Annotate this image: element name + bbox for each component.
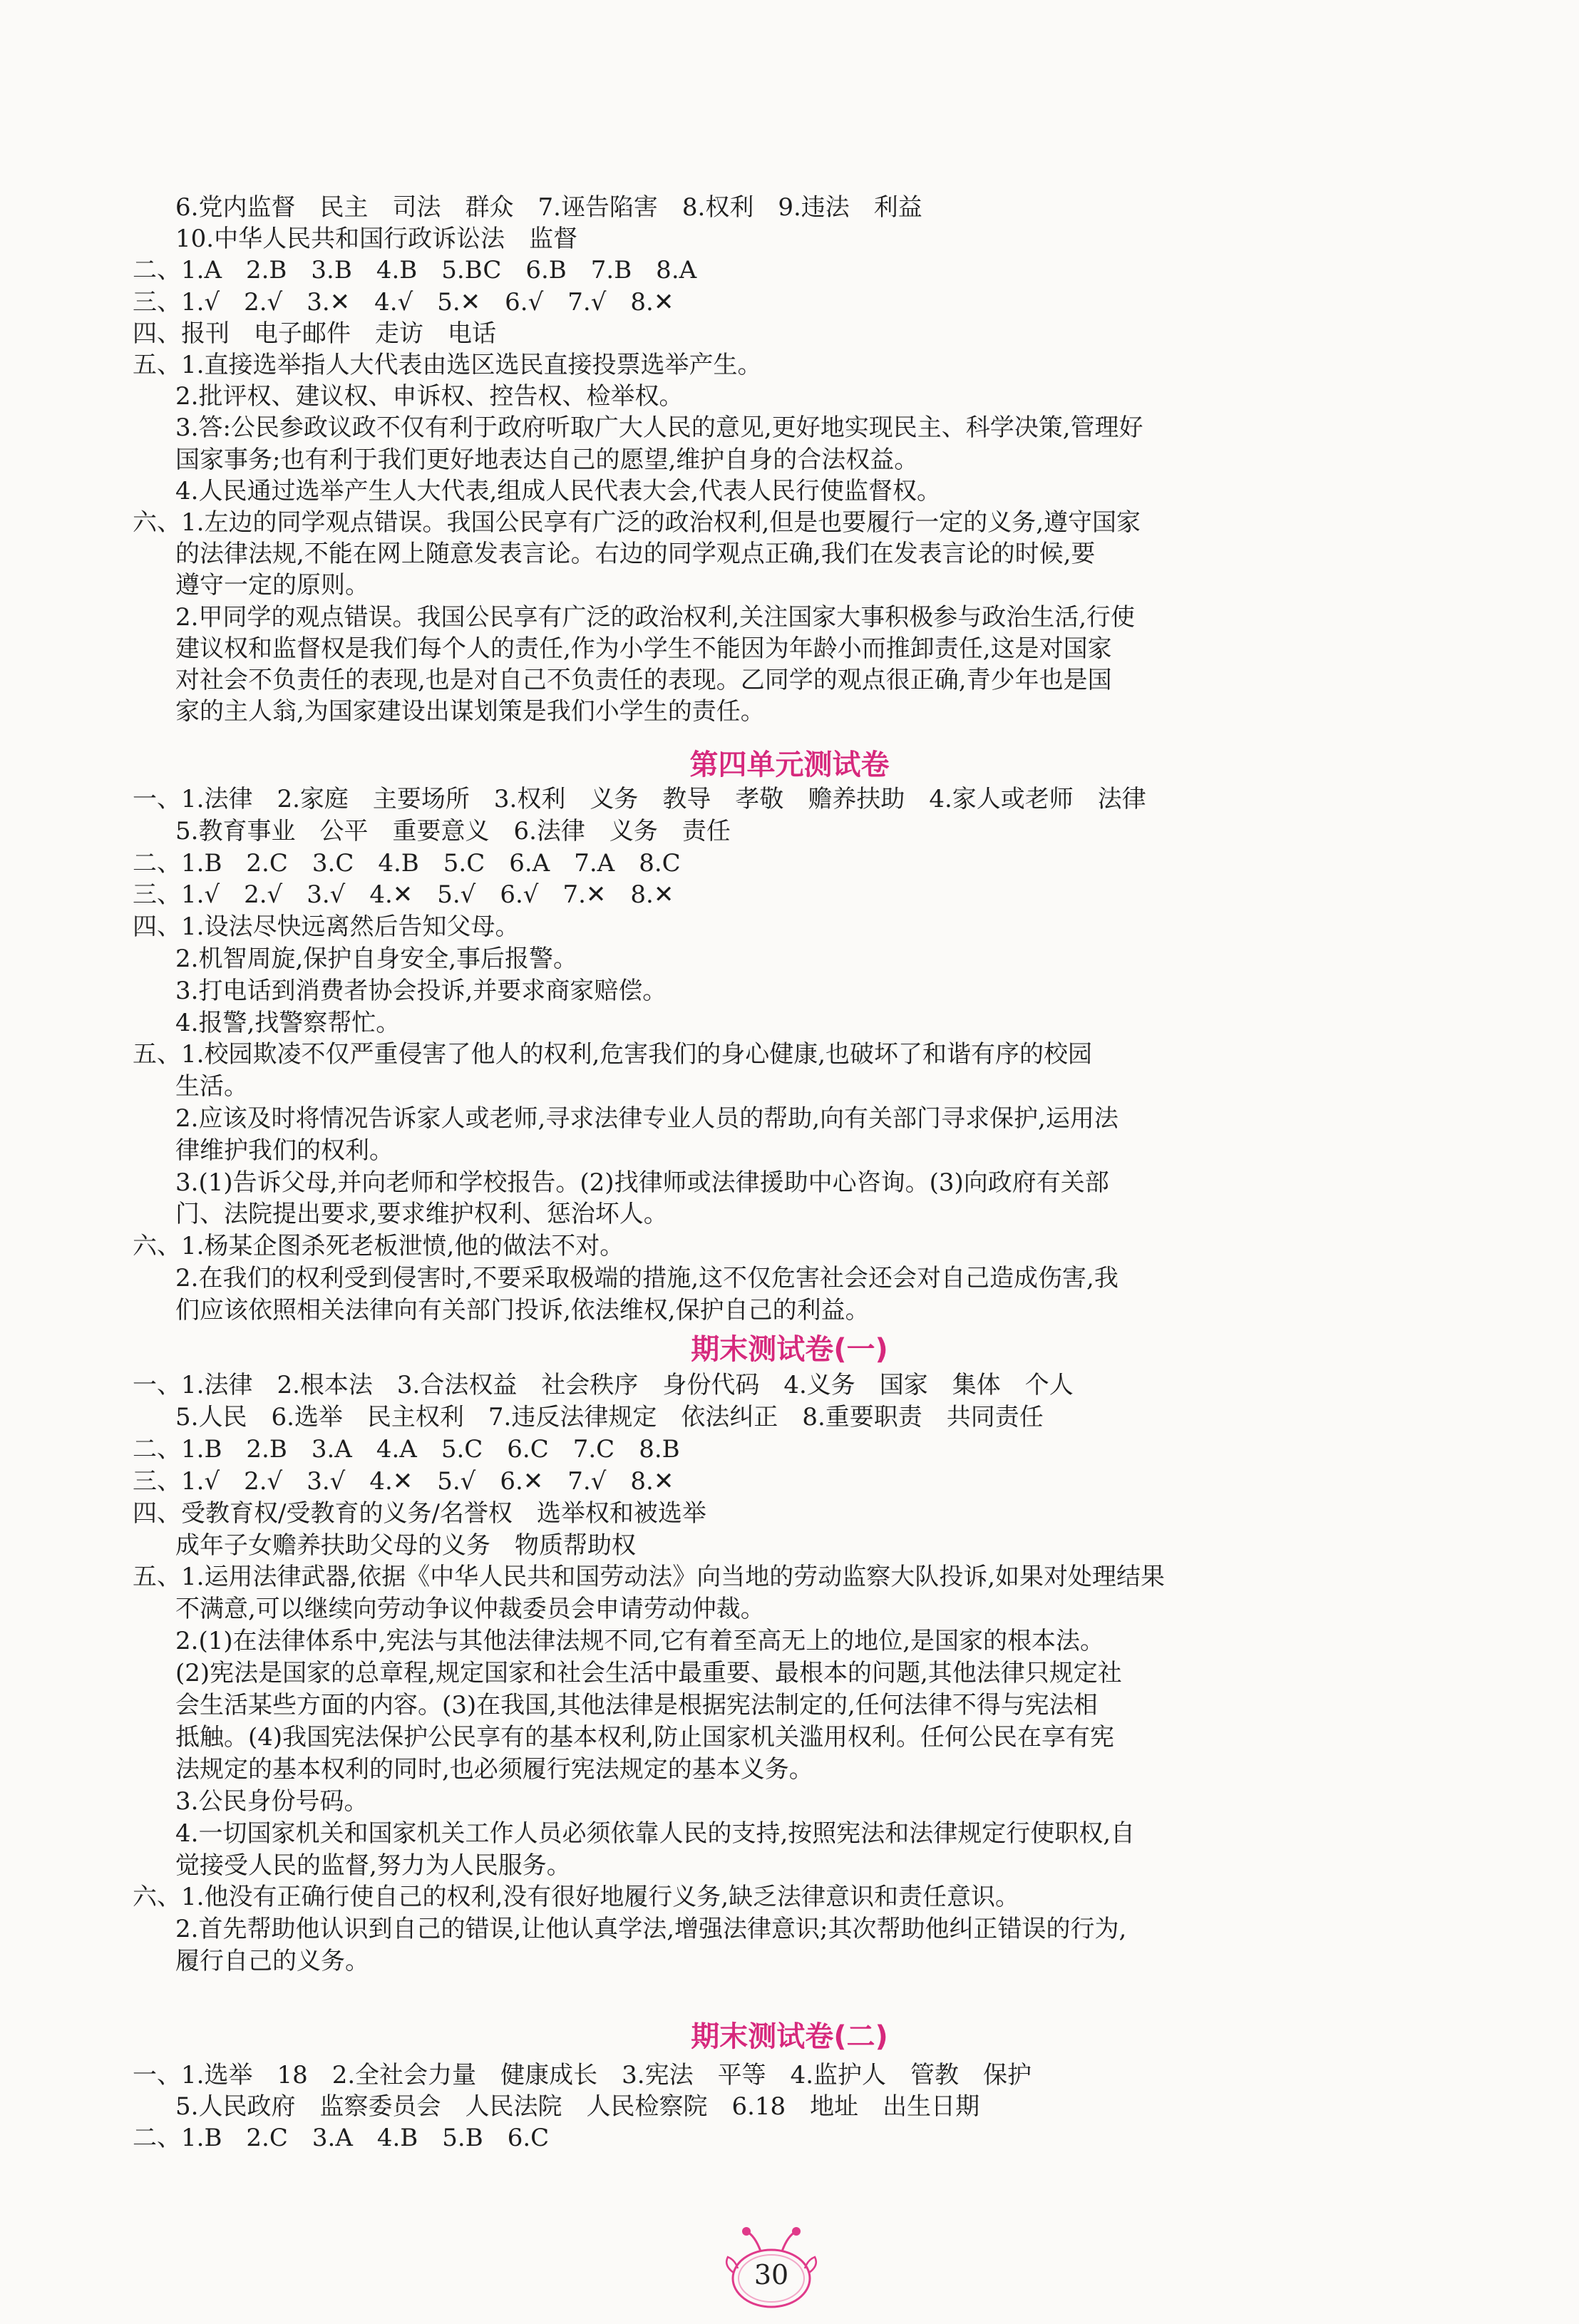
answer-line: 抵触。(4)我国宪法保护公民享有的基本权利,防止国家机关滥用权利。任何公民在享有宪 xyxy=(175,1722,1114,1752)
answer-line: 4.人民通过选举产生人大代表,组成人民代表大会,代表人民行使监督权。 xyxy=(175,476,942,505)
answer-line: 五、1.运用法律武器,依据《中华人民共和国劳动法》向当地的劳动监察大队投诉,如果对处理结果 xyxy=(133,1563,1166,1592)
answer-line: 10.中华人民共和国行政诉讼法 监督 xyxy=(175,225,578,254)
answer-line: 对社会不负责任的表现,也是对自己不负责任的表现。乙同学的观点很正确,青少年也是国 xyxy=(175,666,1112,694)
answer-line: 六、1.左边的同学观点错误。我国公民享有广泛的政治权利,但是也要履行一定的义务,遵守国家 xyxy=(133,508,1141,537)
answer-line: 律维护我们的权利。 xyxy=(175,1136,394,1165)
answer-line: 五、1.直接选举指人大代表由选区选民直接投票选举产生。 xyxy=(133,351,762,379)
answer-line: 2.在我们的权利受到侵害时,不要采取极端的措施,这不仅危害社会还会对自己造成伤害,我 xyxy=(175,1264,1118,1292)
answer-line: 3.答:公民参政议政不仅有利于政府听取广大人民的意见,更好地实现民主、科学决策,管理好 xyxy=(175,413,1143,443)
answer-line: 5.人民政府 监察委员会 人民法院 人民检察院 6.18 地址 出生日期 xyxy=(175,2092,980,2121)
answer-line: 六、1.杨某企图杀死老板泄愤,他的做法不对。 xyxy=(133,1232,624,1261)
answer-line: 五、1.校园欺凌不仅严重侵害了他人的权利,危害我们的身心健康,也破坏了和谐有序的校园 xyxy=(133,1040,1093,1069)
section-title-final-exam-1: 期末测试卷(一) xyxy=(691,1333,888,1366)
answer-line: 3.公民身份号码。 xyxy=(175,1786,369,1816)
answer-line: 建议权和监督权是我们每个人的责任,作为小学生不能因为年龄小而推卸责任,这是对国家 xyxy=(175,634,1112,663)
answer-line: 们应该依照相关法律向有关部门投诉,依法维权,保护自己的利益。 xyxy=(175,1295,870,1325)
answer-line: 2.甲同学的观点错误。我国公民享有广泛的政治权利,关注国家大事积极参与政治生活,行使 xyxy=(175,602,1136,632)
answer-line: 不满意,可以继续向劳动争议仲裁委员会申请劳动仲裁。 xyxy=(175,1595,765,1624)
answer-line: 2.机智周旋,保护自身安全,事后报警。 xyxy=(175,945,578,973)
answer-line: 三、1.√ 2.√ 3.√ 4.✕ 5.√ 6.✕ 7.√ 8.✕ xyxy=(133,1466,674,1496)
answer-line: 生活。 xyxy=(175,1072,248,1101)
answer-line: 3.(1)告诉父母,并向老师和学校报告。(2)找律师或法律援助中心咨询。(3)向政府有关部 xyxy=(175,1168,1109,1197)
answer-line: 一、1.法律 2.家庭 主要场所 3.权利 义务 教导 孝敬 赡养扶助 4.家人或老师 法律 xyxy=(133,785,1146,813)
answer-line: 四、报刊 电子邮件 走访 电话 xyxy=(133,319,496,348)
answer-line: 二、1.B 2.C 3.A 4.B 5.B 6.C xyxy=(133,2124,550,2152)
answer-line: 三、1.√ 2.√ 3.√ 4.✕ 5.√ 6.√ 7.✕ 8.✕ xyxy=(133,880,674,910)
answer-line: 履行自己的义务。 xyxy=(175,1947,369,1976)
answer-line: (2)宪法是国家的总章程,规定国家和社会生活中最重要、最根本的问题,其他法律只规定社 xyxy=(175,1659,1122,1688)
section-title-unit4: 第四单元测试卷 xyxy=(689,749,890,781)
answer-line: 2.首先帮助他认识到自己的错误,让他认真学法,增强法律意识;其次帮助他纠正错误的行为, xyxy=(175,1915,1127,1944)
answer-line: 四、受教育权/受教育的义务/名誉权 选举权和被选举 xyxy=(133,1498,706,1528)
answer-line: 遵守一定的原则。 xyxy=(175,571,369,600)
answer-line: 一、1.选举 18 2.全社会力量 健康成长 3.宪法 平等 4.监护人 管教 保护 xyxy=(133,2061,1032,2089)
answer-line: 2.应该及时将情况告诉家人或老师,寻求法律专业人员的帮助,向有关部门寻求保护,运用法 xyxy=(175,1104,1118,1133)
answer-line: 三、1.√ 2.√ 3.✕ 4.√ 5.✕ 6.√ 7.√ 8.✕ xyxy=(133,287,674,317)
answer-line: 觉接受人民的监督,努力为人民服务。 xyxy=(175,1851,571,1880)
answer-line: 二、1.B 2.B 3.A 4.A 5.C 6.C 7.C 8.B xyxy=(133,1434,680,1464)
section-title-final-exam-2: 期末测试卷(二) xyxy=(691,2020,888,2053)
answer-line: 四、1.设法尽快远离然后告知父母。 xyxy=(133,912,520,942)
answer-line: 六、1.他没有正确行使自己的权利,没有很好地履行义务,缺乏法律意识和责任意识。 xyxy=(133,1883,1020,1912)
answer-line: 6.党内监督 民主 司法 群众 7.诬告陷害 8.权利 9.违法 利益 xyxy=(175,193,922,222)
page-number: 30 xyxy=(754,2259,789,2290)
answer-line: 2.(1)在法律体系中,宪法与其他法律法规不同,它有着至高无上的地位,是国家的根本法。 xyxy=(175,1627,1105,1656)
answer-line: 成年子女赡养扶助父母的义务 物质帮助权 xyxy=(175,1531,636,1560)
answer-line: 4.一切国家机关和国家机关工作人员必须依靠人民的支持,按照宪法和法律规定行使职权,自 xyxy=(175,1819,1136,1848)
answer-line: 家的主人翁,为国家建设出谋划策是我们小学生的责任。 xyxy=(175,697,765,726)
answer-line: 法规定的基本权利的同时,也必须履行宪法规定的基本义务。 xyxy=(175,1754,813,1784)
answer-line: 5.人民 6.选举 民主权利 7.违反法律规定 依法纠正 8.重要职责 共同责任 xyxy=(175,1402,1044,1431)
answer-line: 3.打电话到消费者协会投诉,并要求商家赔偿。 xyxy=(175,976,667,1005)
answer-line: 4.报警,找警察帮忙。 xyxy=(175,1008,401,1037)
answer-line: 二、1.A 2.B 3.B 4.B 5.BC 6.B 7.B 8.A xyxy=(133,256,697,285)
answer-line: 一、1.法律 2.根本法 3.合法权益 社会秩序 身份代码 4.义务 国家 集体 个人 xyxy=(133,1371,1074,1399)
answer-line: 二、1.B 2.C 3.C 4.B 5.C 6.A 7.A 8.C xyxy=(133,848,681,878)
answer-line: 的法律法规,不能在网上随意发表言论。右边的同学观点正确,我们在发表言论的时候,要 xyxy=(175,540,1096,569)
answer-line: 会生活某些方面的内容。(3)在我国,其他法律是根据宪法制定的,任何法律不得与宪法相 xyxy=(175,1691,1098,1719)
answer-line: 5.教育事业 公平 重要意义 6.法律 义务 责任 xyxy=(175,816,731,845)
answer-line: 国家事务;也有利于我们更好地表达自己的愿望,维护自身的合法权益。 xyxy=(175,445,919,474)
answer-line: 门、法院提出要求,要求维护权利、惩治坏人。 xyxy=(175,1200,668,1229)
answer-line: 2.批评权、建议权、申诉权、控告权、检举权。 xyxy=(175,382,684,411)
